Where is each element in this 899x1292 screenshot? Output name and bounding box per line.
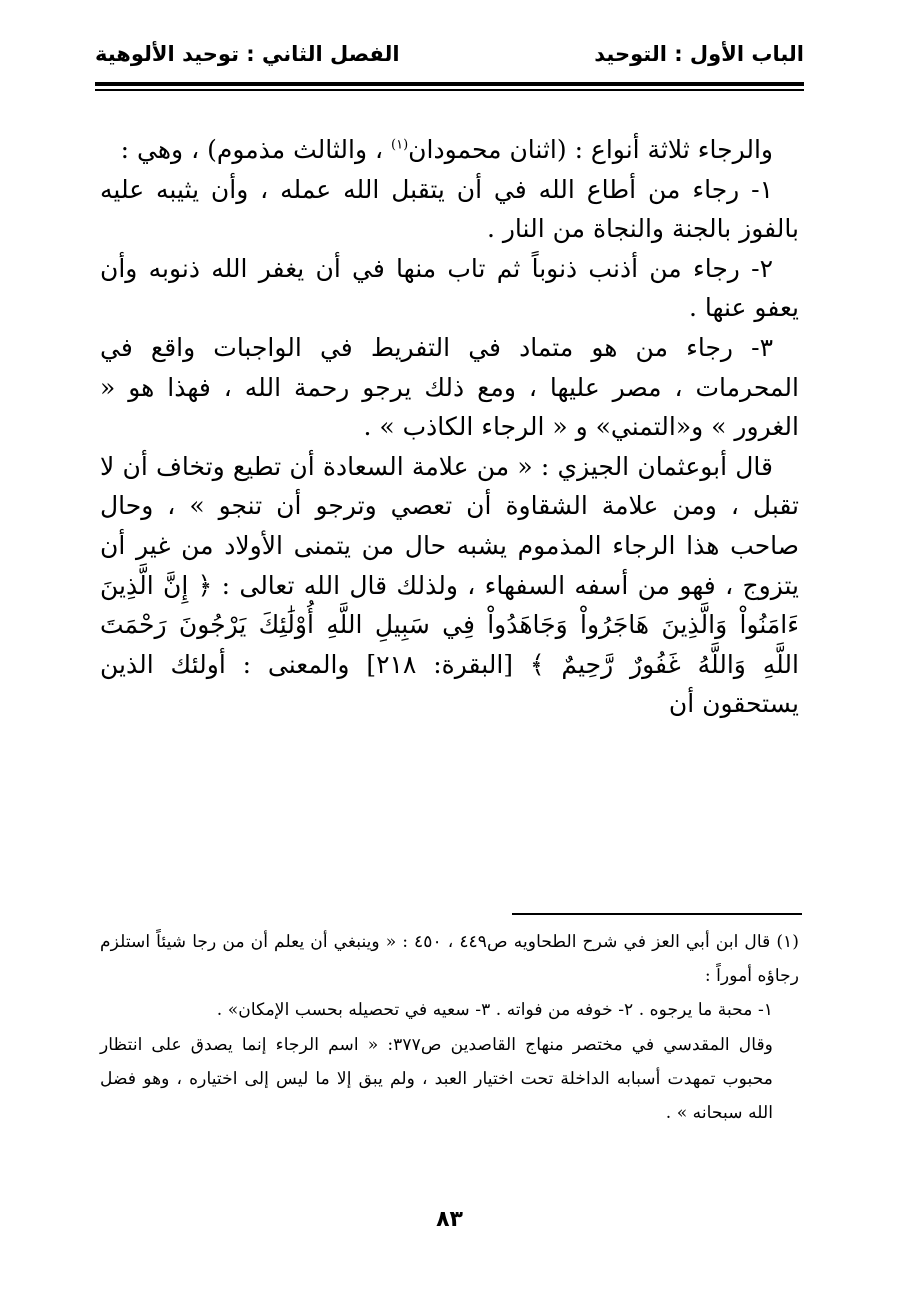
paragraph-type-1: ١- رجاء من أطاع الله في أن يتقبل الله عمله ، وأن يثيبه عليه بالفوز بالجنة والنجاة من النار . (100, 174, 799, 244)
header-rule-thick (95, 82, 804, 86)
footnotes (100, 925, 799, 1130)
paragraph-type-2: ٢- رجاء من أذنب ذنوباً ثم تاب منها في أن يغفر الله ذنوبه وأن يعفو عنها . (100, 253, 799, 323)
footnote-ref: (١) (391, 137, 409, 153)
running-header (95, 30, 804, 78)
paragraph-quote: قال أبوعثمان الجيزي : « من علامة السعادة أن تطيع وتخاف أن لا تقبل ، ومن علامة الشقاوة أن تعصي وترجو أن تنجو » ، وحال صاحب هذا الرجاء المذموم يشبه حال من يتمنى الأولاد من غير أن يتزوج ، فهو من أسفه السفهاء ، ولذلك قال الله تعالى : ﴿ إِنَّ الَّذِينَ ءَامَنُواْ وَالَّذِينَ هَاجَرُواْ وَجَاهَدُواْ فِي سَبِيلِ اللَّهِ أُوْلَٰئِكَ يَرْجُونَ رَحْمَتَ اللَّهِ وَاللَّهُ غَفُورٌ رَّحِيمٌ ﴾ [البقرة: ٢١٨] والمعنى : أولئك الذين يستحقون أن (100, 451, 799, 719)
footnote-separator (512, 913, 802, 915)
paragraph-type-3: ٣- رجاء من هو متماد في التفريط في الواجبات واقع في المحرمات ، مصر عليها ، ومع ذلك يرجو رحمة الله ، فهذا هو « الغرور » و«التمني» و « الرجاء الكاذب » . (100, 332, 799, 442)
footnote-1: (١) قال ابن أبي العز في شرح الطحاويه ص٤٤٩ ، ٤٥٠ : « وينبغي أن يعلم أن من رجا شيئاً استلزم رجاؤه أموراً : (100, 932, 799, 987)
header-rule-thin (95, 89, 804, 91)
page-number: ٨٣ (436, 1207, 463, 1232)
paragraph-intro: والرجاء ثلاثة أنواع : (اثنان محمودان$^{(١)}$ ، والثالث مذموم) ، وهي : (120, 135, 773, 164)
footnote-1-list: ١- محبة ما يرجوه . ٢- خوفه من فواته . ٣- سعيه في تحصيله بحسب الإمكان» . (216, 1000, 773, 1021)
header-section: الفصل الثاني : توحيد الألوهية (95, 42, 400, 66)
footnote-1-quote: وقال المقدسي في مختصر منهاج القاصدين ص٣٧٧: « اسم الرجاء إنما يصدق على انتظار محبوب تمهدت أسبابه الداخلة تحت اختيار العبد ، ولم يبق إلا ما ليس إلى اختياره ، وهو فضل الله سبحانه » . (100, 1034, 773, 1124)
main-text (100, 130, 799, 724)
header-chapter: الباب الأول : التوحيد (594, 42, 804, 66)
